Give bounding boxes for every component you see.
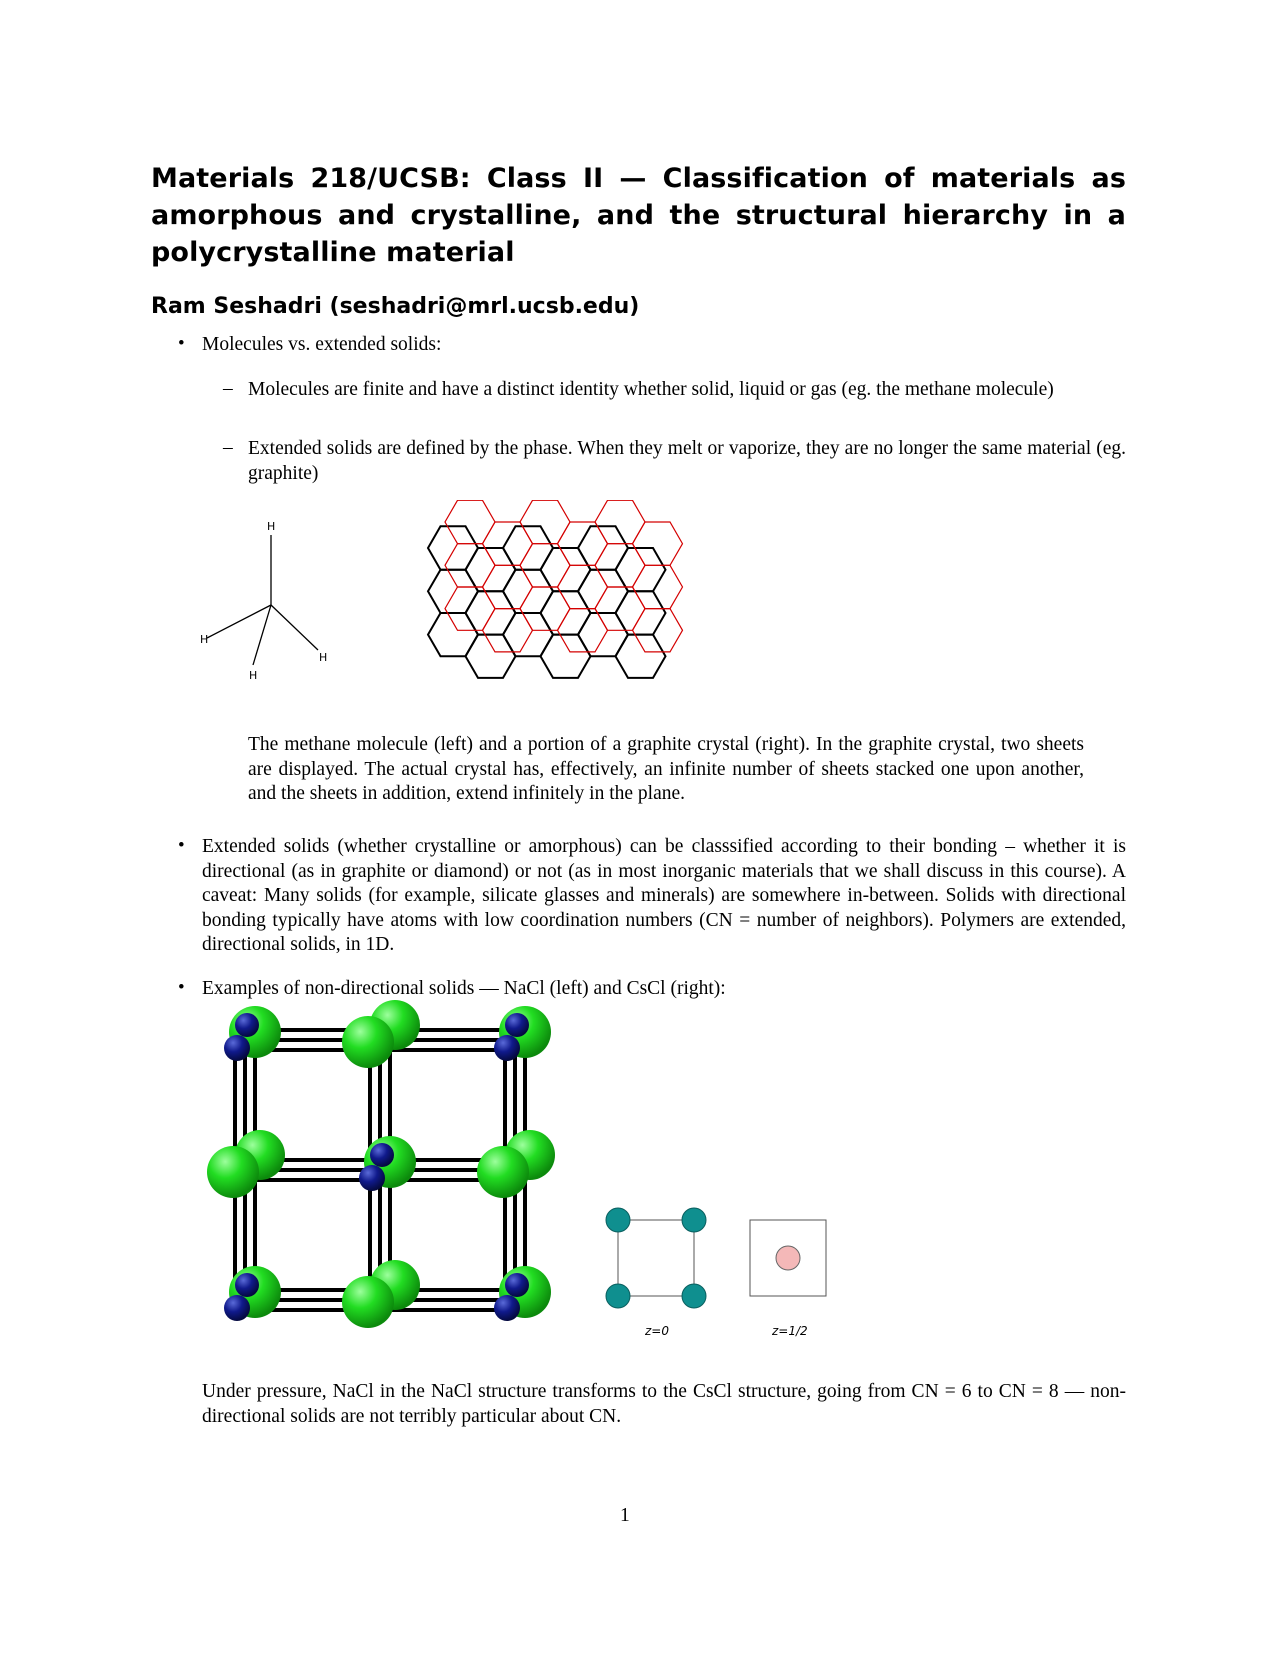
graphite-hexagon [616,635,666,678]
figure1-caption: The methane molecule (left) and a portion of a graphite crystal (right). In the graphite crystal, two sheets are displayed. The actual crystal has, effectively, an infinite number of sheets stacked one upon another, and the sheets in addition, extend infinitely in the plane. [248,734,1084,804]
graphite-hexagon [428,613,478,656]
z-half-label: z=1/2 [772,1324,808,1338]
graphite-hexagon [578,613,628,656]
sodium-atom [235,1273,259,1297]
graphite-hexagon [520,544,570,587]
sodium-atom [359,1165,385,1191]
nacl-structure-diagram [205,1000,575,1360]
bullet-non-directional-examples: Examples of non-directional solids — NaCl (left) and CsCl (right): [202,978,726,999]
graphite-crystal-diagram [425,500,685,690]
bullet-text: Molecules vs. extended solids: [202,334,442,355]
graphite-hexagon [541,548,591,591]
chloride-atom [342,1016,394,1068]
graphite-hexagon [633,522,683,565]
graphite-hexagon [558,522,608,565]
graphite-hexagon [428,526,478,569]
nacl-atoms [207,1000,555,1328]
chloride-atom [477,1146,529,1198]
graphite-hexagon [595,587,645,630]
cesium-atom [606,1284,630,1308]
graphite-hexagon [541,635,591,678]
graphite-hexagon [520,587,570,630]
sodium-atom [370,1143,394,1167]
graphite-hexagon [503,570,553,613]
c-h-bond [253,605,271,665]
document-title [151,160,1126,271]
cesium-atom [682,1208,706,1232]
graphite-hexagon [483,522,533,565]
sodium-atom [505,1013,529,1037]
graphite-hexagon [633,565,683,608]
closing-paragraph: Under pressure, NaCl in the NaCl structure transforms to the CsCl structure, going from CN = 6 to CN = 8 — non-directional solids are not terribly particular about CN. [202,1381,1126,1427]
title-text: Materials 218/UCSB: Class II — Classification of materials as amorphous and crystalline, and the structural hierarchy in a polycrystalline material [151,163,1126,268]
graphite-hexagon [466,635,516,678]
graphite-hexagon [466,591,516,634]
sodium-atom [494,1295,520,1321]
bullet-dot: • [178,333,185,354]
sub-bullet-molecules: Molecules are finite and have a distinct identity whether solid, liquid or gas (eg. the methane molecule) [248,379,1054,400]
graphite-hexagon [503,613,553,656]
sodium-atom [505,1273,529,1297]
unit-cell-outline [618,1220,694,1296]
bullet-directional-bonding: Extended solids (whether crystalline or amorphous) can be classsified according to their bonding – whether it is directional (as in graphite or diamond) or not (as in most inorganic materials that we shall discuss in this course). A caveat: Many solids (for example, silicate glasses and minerals) are somewhere in-between. Solids with directional bonding typically have atoms with low coordination numbers (CN = number of neighbors). Polymers are extended, directional solids, in 1D. [202,836,1126,955]
graphite-hexagon [445,587,495,630]
z0-label: z=0 [645,1324,669,1338]
graphite-hexagon [503,526,553,569]
sodium-atom [235,1013,259,1037]
sub-bullet-dash: – [223,437,233,458]
hydrogen-label: H [267,520,276,533]
sub-bullet-dash: – [223,378,233,399]
hydrogen-label: H [319,651,328,664]
graphite-sheet-bottom [428,526,666,678]
hydrogen-label: H [200,633,209,646]
bullet-dot: • [178,977,185,998]
chloride-atom [776,1246,800,1270]
author-line: Ram Seshadri (seshadri@mrl.ucsb.edu) [151,294,640,319]
graphite-hexagon [520,500,570,543]
sodium-atom [494,1035,520,1061]
bullet-dot: • [178,835,185,856]
graphite-hexagon [483,565,533,608]
chloride-atom [342,1276,394,1328]
cscl-structure-diagram [600,1200,840,1350]
sodium-atom [224,1295,250,1321]
graphite-hexagon [558,565,608,608]
cesium-atom [682,1284,706,1308]
graphite-hexagon [445,544,495,587]
c-h-bond [271,605,318,650]
hydrogen-label: H [249,669,258,682]
graphite-hexagon [633,609,683,652]
cscl-layer-z0 [606,1208,706,1338]
graphite-sheet-top [445,500,683,652]
graphite-hexagon [578,570,628,613]
graphite-hexagon [466,548,516,591]
sub-bullet-extended-solids: Extended solids are defined by the phase. When they melt or vaporize, they are no longer the same material (eg. graphite) [248,438,1126,484]
graphite-hexagon [578,526,628,569]
graphite-hexagon [595,500,645,543]
bullet-molecules-vs-solids [202,333,1122,358]
graphite-hexagon [595,544,645,587]
cesium-atom [606,1208,630,1232]
graphite-hexagon [445,500,495,543]
cscl-layer-z-half [750,1220,826,1338]
methane-molecule-diagram [190,505,410,685]
c-h-bond [207,605,271,638]
graphite-hexagon [428,570,478,613]
graphite-hexagon [616,591,666,634]
sodium-atom [224,1035,250,1061]
graphite-hexagon [558,609,608,652]
chloride-atom [207,1146,259,1198]
page-number: 1 [620,1505,630,1526]
graphite-hexagon [616,548,666,591]
graphite-hexagon [483,609,533,652]
graphite-hexagon [541,591,591,634]
